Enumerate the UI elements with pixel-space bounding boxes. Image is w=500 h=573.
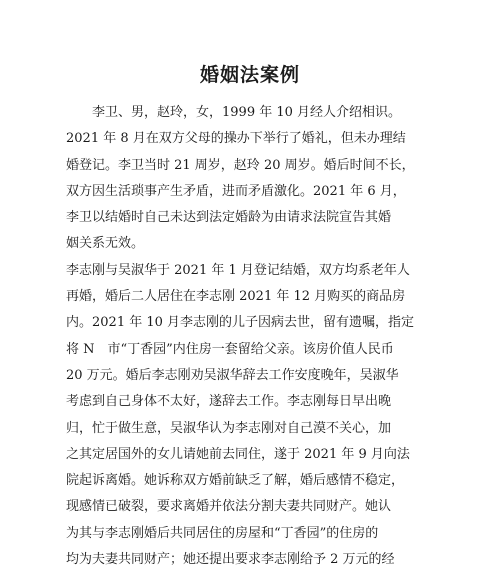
text-line: 为其与李志刚婚后共同居住的房屋和“丁香园”的住房的 — [66, 525, 379, 541]
text-line: 内。2021 年 10 月李志刚的儿子因病去世，留有遗嘱，指定 — [66, 315, 415, 331]
text-line: 再婚，婚后二人居住在李志刚 2021 年 12 月购买的商品房 — [66, 289, 406, 305]
text-line: 2021 年 8 月在双方父母的操办下举行了婚礼，但未办理结 — [66, 131, 406, 147]
document-body — [66, 100, 436, 573]
text-line: 李卫以结婚时自己未达到法定婚龄为由请求法院宣告其婚 — [66, 210, 392, 226]
text-line: 姻关系无效。 — [66, 236, 145, 252]
text-line: 均为夫妻共同财产；她还提出要求李志刚给予 2 万元的经 — [66, 552, 395, 568]
text-line: 20 万元。婚后李志刚劝吴淑华辞去工作安度晚年，吴淑华 — [66, 367, 399, 383]
text-line: 李卫、男，赵玲，女，1999 年 10 月经人介绍相识。 — [66, 105, 402, 120]
text-line: 现感情已破裂，要求离婚并依法分割夫妻共同财产。她认 — [66, 499, 392, 515]
text-line: 考虑到自己身体不太好，遂辞去工作。李志刚每日早出晚 — [66, 394, 392, 410]
text-line: 双方因生活琐事产生矛盾，进而矛盾激化。2021 年 6 月， — [66, 183, 406, 199]
text-line: 婚登记。李卫当时 21 周岁，赵玲 20 周岁。婚后时间不长， — [66, 157, 415, 173]
text-line: 院起诉离婚。她诉称双方婚前缺乏了解，婚后感情不稳定， — [66, 473, 405, 489]
text-line: 李志刚与吴淑华于 2021 年 1 月登记结婚，双方均系老年人 — [66, 262, 410, 278]
text-line: 之其定居国外的女儿请她前去同住，遂于 2021 年 9 月向法 — [66, 446, 410, 462]
text-line: 归，忙于做生意，吴淑华认为李志刚对自己漠不关心，加 — [66, 420, 392, 436]
document-title: 婚姻法案例 — [199, 64, 300, 86]
text-line: 将 N 市“丁香园”内住房一套留给父亲。该房价值人民币 — [66, 341, 394, 357]
